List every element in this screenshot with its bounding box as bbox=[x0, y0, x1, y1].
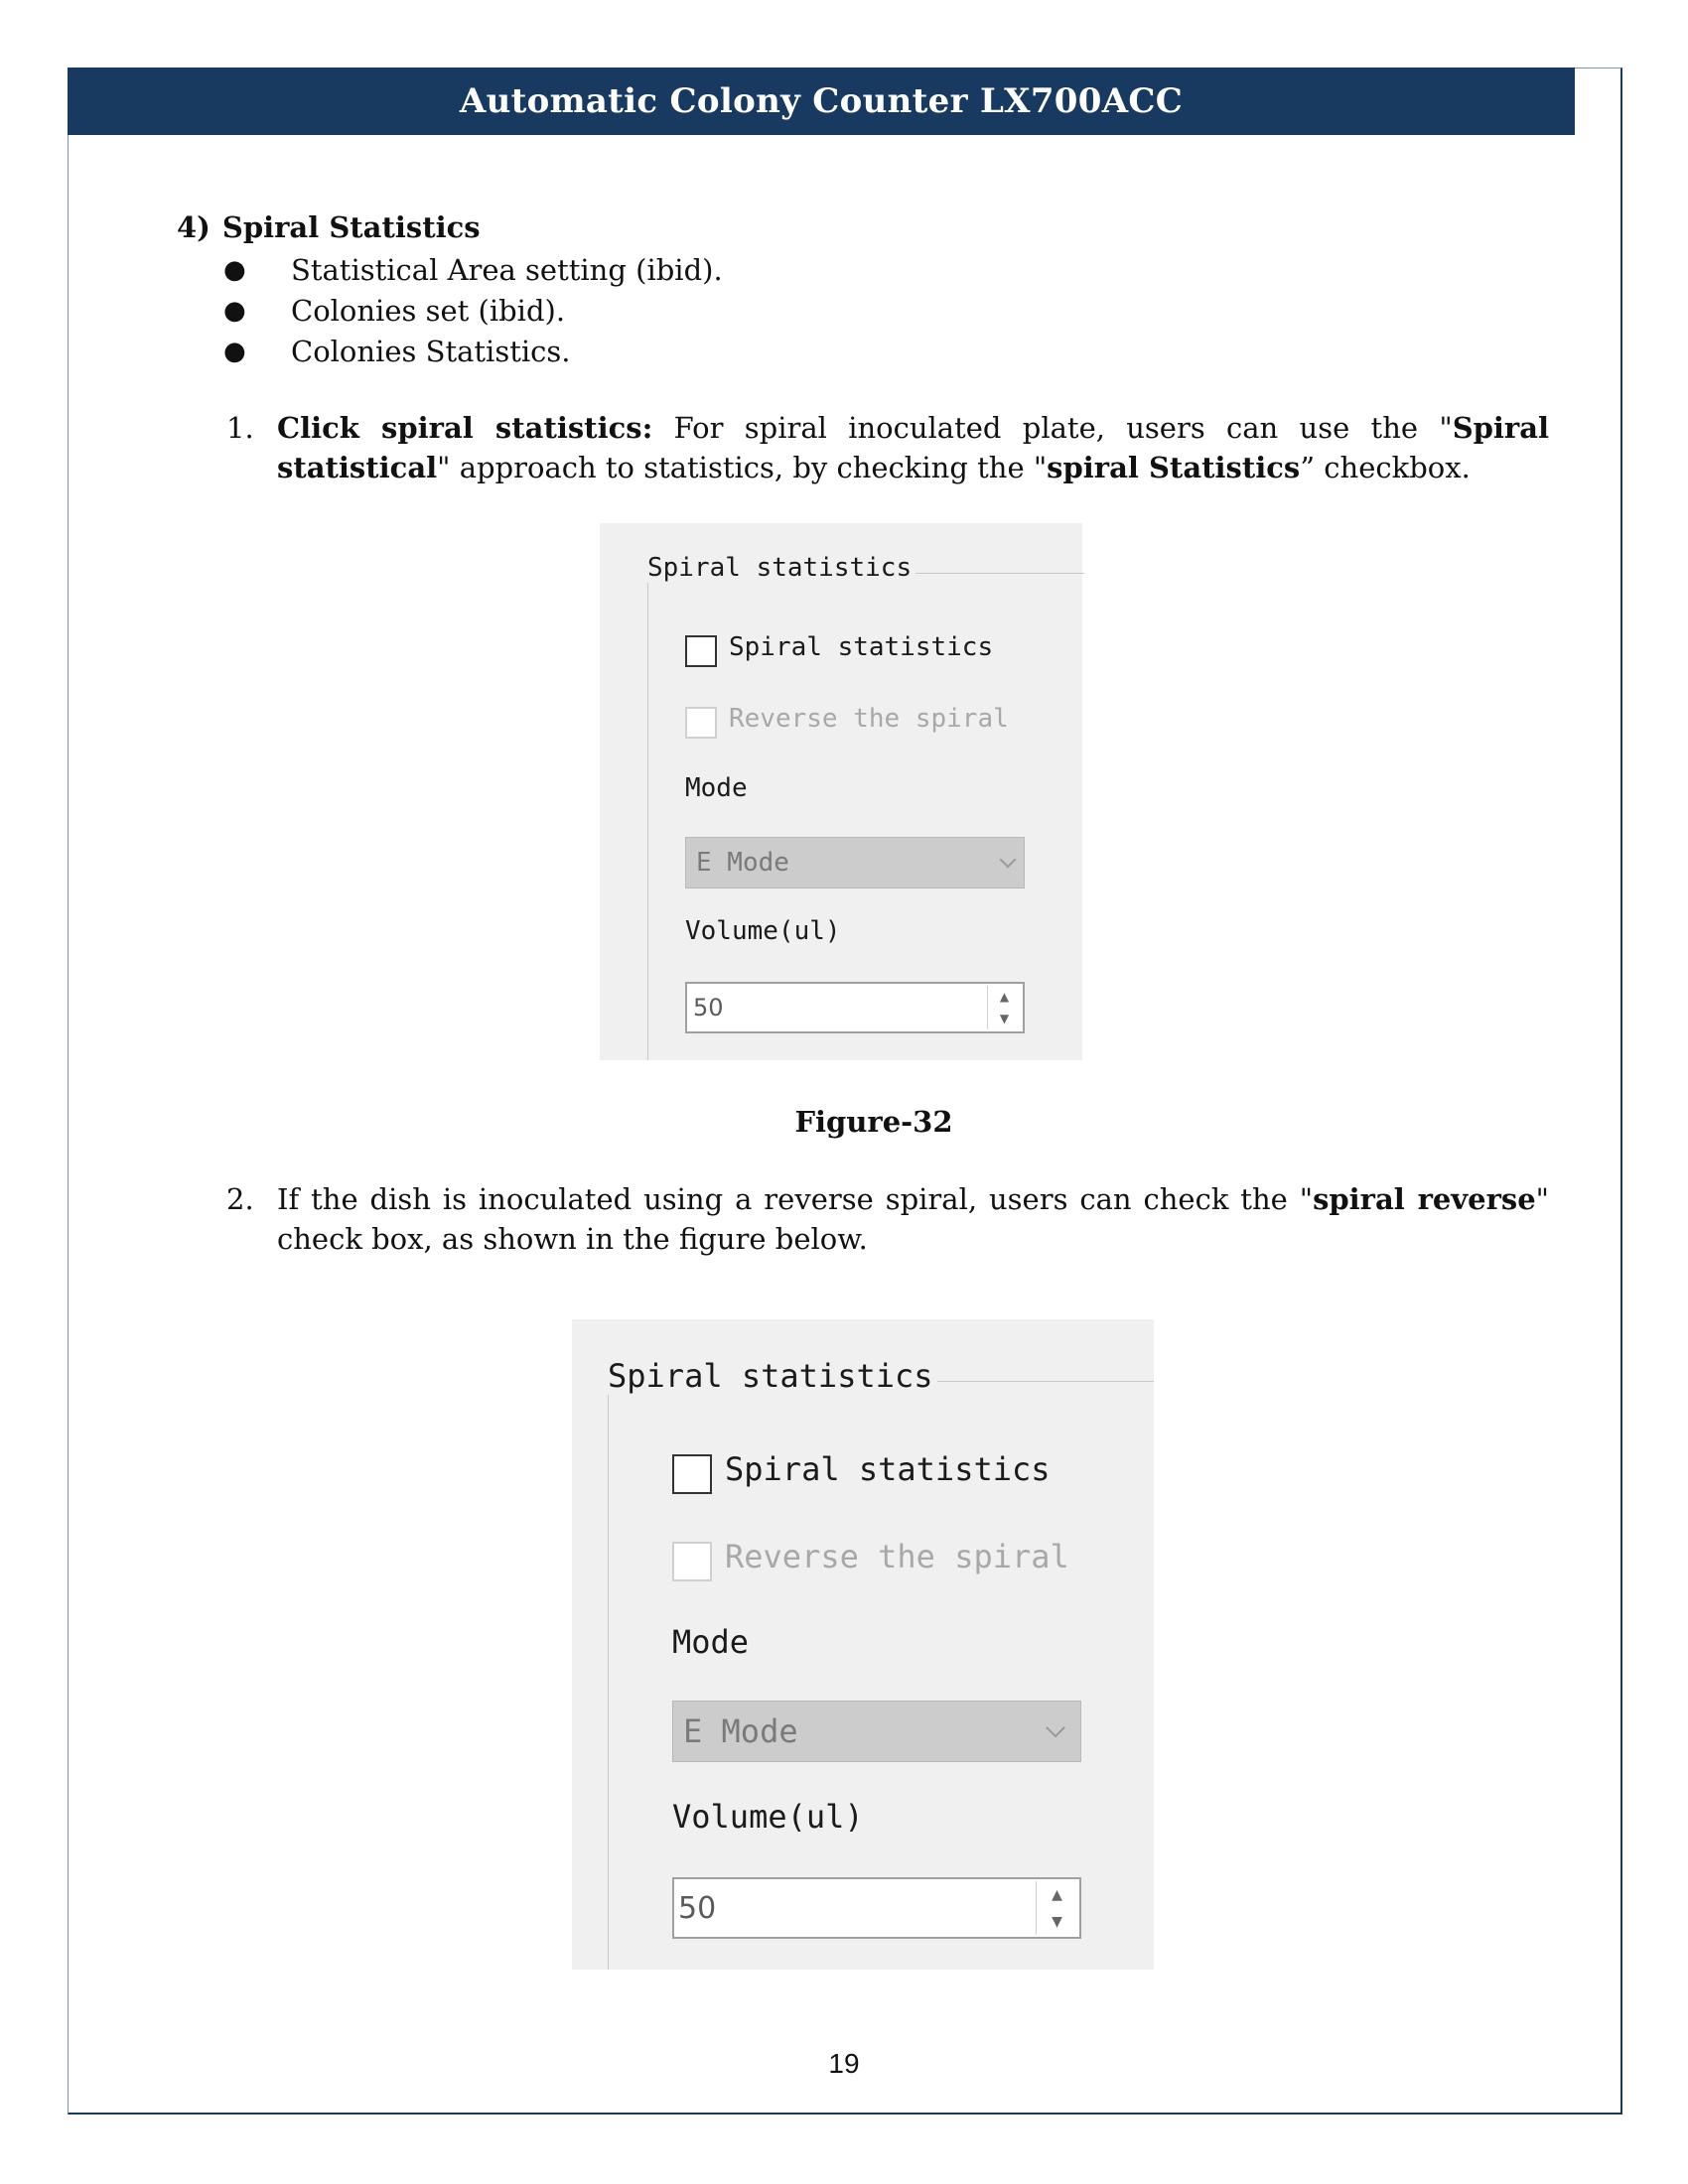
page-number: 19 bbox=[828, 2048, 860, 2079]
reverse-spiral-checkbox[interactable] bbox=[685, 707, 717, 739]
bullet-list bbox=[223, 250, 723, 372]
spin-down-icon[interactable]: ▼ bbox=[999, 1012, 1010, 1025]
reverse-spiral-label: Reverse the spiral bbox=[729, 704, 1009, 734]
reverse-spiral-label: Reverse the spiral bbox=[725, 1538, 1069, 1575]
volume-label: Volume(ul) bbox=[685, 916, 841, 946]
chevron-down-icon bbox=[1046, 1718, 1065, 1738]
bullet-icon: ● bbox=[223, 337, 246, 366]
section-heading bbox=[177, 210, 481, 244]
bullet-icon: ● bbox=[223, 296, 246, 326]
mode-dropdown[interactable] bbox=[685, 837, 1025, 888]
mode-value: E Mode bbox=[696, 848, 789, 878]
group-title: Spiral statistics bbox=[643, 553, 915, 583]
section-title: Spiral Statistics bbox=[221, 210, 481, 244]
step-1: 1. Click spiral statistics: For spiral inoculated plate, users can use the "Spiral statistical" approach to statistics, by checking the "spiral Statistics” checkbox. bbox=[226, 408, 1549, 487]
spin-up-icon[interactable]: ▲ bbox=[1052, 1886, 1062, 1903]
chevron-down-icon bbox=[1000, 852, 1017, 869]
step-number: 2. bbox=[226, 1182, 254, 1216]
spiral-statistics-label: Spiral statistics bbox=[725, 1450, 1051, 1488]
step-number: 1. bbox=[226, 411, 254, 445]
volume-spinner[interactable] bbox=[987, 986, 1021, 1029]
page-header bbox=[68, 68, 1575, 135]
spiral-panel-screenshot-2 bbox=[572, 1319, 1154, 1970]
spiral-statistics-checkbox[interactable] bbox=[672, 1454, 712, 1494]
spin-down-icon[interactable]: ▼ bbox=[1052, 1913, 1062, 1930]
header-title: Automatic Colony Counter LX700ACC bbox=[459, 81, 1184, 121]
volume-input[interactable] bbox=[685, 982, 1025, 1033]
mode-dropdown[interactable] bbox=[672, 1701, 1081, 1762]
list-item: ● Statistical Area setting (ibid). bbox=[223, 250, 723, 291]
mode-label: Mode bbox=[685, 773, 748, 803]
spin-up-icon[interactable]: ▲ bbox=[999, 990, 1010, 1004]
volume-value: 50 bbox=[678, 1890, 717, 1926]
mode-label: Mode bbox=[672, 1623, 750, 1661]
volume-label: Volume(ul) bbox=[672, 1798, 864, 1836]
mode-value: E Mode bbox=[683, 1712, 798, 1750]
volume-value: 50 bbox=[693, 994, 724, 1022]
section-number: 4) bbox=[177, 210, 211, 244]
volume-input[interactable] bbox=[672, 1877, 1081, 1939]
spiral-panel-screenshot-1 bbox=[600, 523, 1082, 1060]
step-2: 2. If the dish is inoculated using a reverse spiral, users can check the "spiral reverse" check box, as shown in the figure below. bbox=[226, 1179, 1549, 1259]
spiral-statistics-label: Spiral statistics bbox=[729, 632, 994, 662]
volume-spinner[interactable] bbox=[1036, 1881, 1077, 1935]
list-item: ● Colonies Statistics. bbox=[223, 332, 723, 372]
reverse-spiral-checkbox[interactable] bbox=[672, 1542, 712, 1581]
figure-caption: Figure-32 bbox=[794, 1105, 953, 1139]
list-item: ● Colonies set (ibid). bbox=[223, 291, 723, 332]
spiral-statistics-checkbox[interactable] bbox=[685, 635, 717, 667]
group-title: Spiral statistics bbox=[604, 1357, 937, 1395]
bullet-icon: ● bbox=[223, 255, 246, 285]
